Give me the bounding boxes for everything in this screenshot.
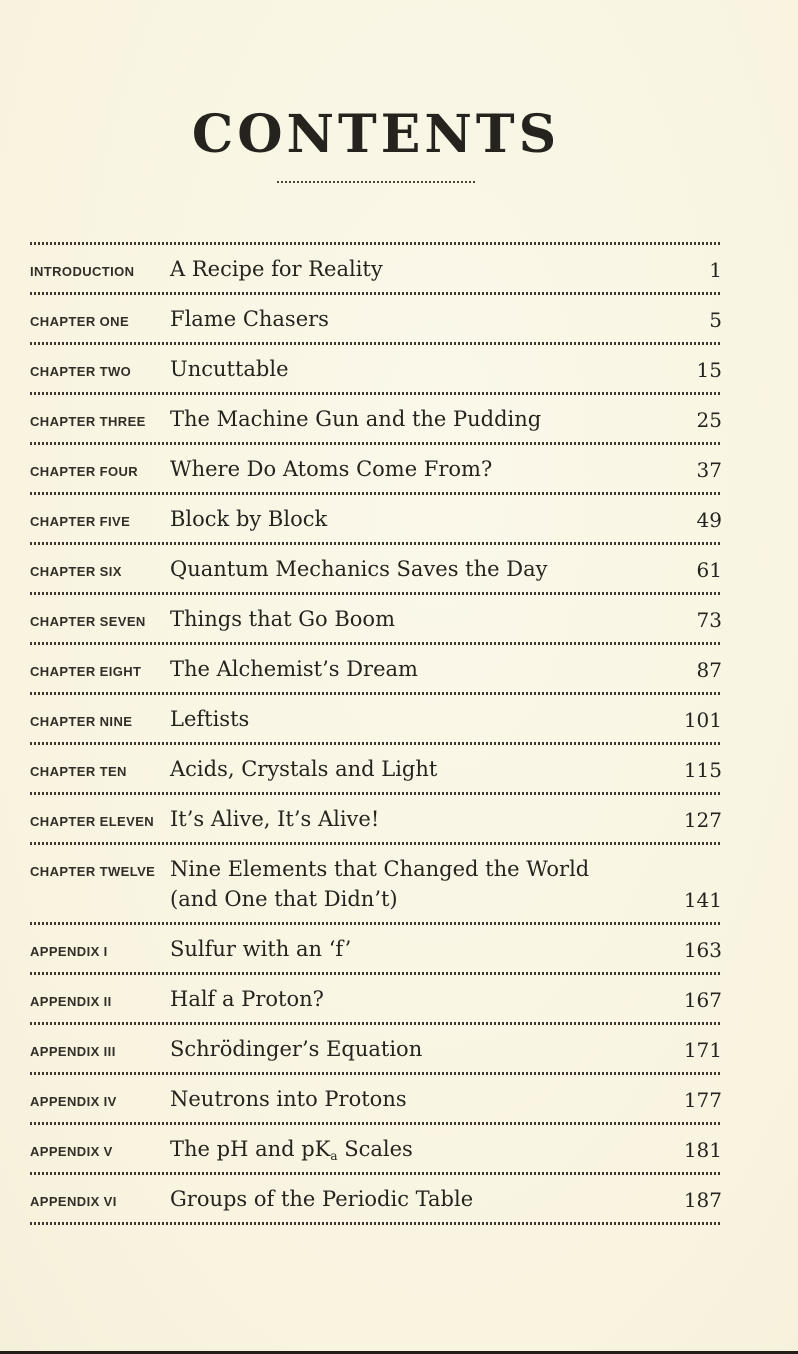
toc-entry-page-number: 73 [696, 607, 722, 632]
toc-entry-page-number: 167 [683, 987, 722, 1012]
toc-entry-title: Leftists [170, 706, 250, 731]
toc-entry-page-number: 141 [683, 887, 722, 912]
toc-row [30, 345, 722, 395]
toc-entry-label: CHAPTER SIX [30, 563, 122, 579]
toc-entry-title: Uncuttable [170, 356, 289, 381]
toc-entry-label: CHAPTER ELEVEN [30, 813, 155, 829]
toc-row [30, 245, 722, 295]
toc-entry-page-number: 87 [696, 657, 722, 682]
toc-entry-page-number: 171 [683, 1037, 722, 1062]
toc-entry-page-number: 37 [696, 457, 722, 482]
table-of-contents [30, 242, 722, 1225]
toc-entry-label: APPENDIX I [30, 943, 108, 959]
toc-entry-title: The Machine Gun and the Pudding [170, 406, 542, 431]
toc-row [30, 1025, 722, 1075]
toc-entry-page-number: 15 [696, 357, 722, 382]
toc-row [30, 495, 722, 545]
toc-entry-page-number: 163 [683, 937, 722, 962]
toc-entry-title: Groups of the Periodic Table [170, 1186, 474, 1211]
toc-entry-label: APPENDIX II [30, 993, 112, 1009]
toc-row [30, 925, 722, 975]
toc-row [30, 595, 722, 645]
toc-row [30, 745, 722, 795]
toc-row [30, 1125, 722, 1175]
toc-entry-page-number: 1 [709, 257, 722, 282]
toc-entry-label: CHAPTER NINE [30, 713, 133, 729]
toc-row [30, 645, 722, 695]
toc-entry-title: Block by Block [170, 506, 328, 531]
toc-row [30, 445, 722, 495]
toc-entry-label: CHAPTER TWO [30, 363, 132, 379]
toc-entry-page-number: 61 [696, 557, 722, 582]
toc-row [30, 1075, 722, 1125]
toc-entry-label: INTRODUCTION [30, 263, 135, 279]
toc-entry-title: Where Do Atoms Come From? [170, 456, 493, 481]
toc-entry-page-number: 5 [709, 307, 722, 332]
toc-entry-title: Nine Elements that Changed the World (and One that Didn’t) [170, 856, 590, 911]
toc-entry-title: Quantum Mechanics Saves the Day [170, 556, 548, 581]
page-title: CONTENTS [191, 104, 561, 165]
toc-entry-label: CHAPTER TEN [30, 763, 127, 779]
toc-entry-label: APPENDIX III [30, 1043, 116, 1059]
toc-entry-label: APPENDIX V [30, 1143, 113, 1159]
toc-row [30, 395, 722, 445]
toc-entry-title: The pH and $pK_a$ Scales [170, 1136, 413, 1163]
toc-row [30, 795, 722, 845]
toc-entry-label: CHAPTER FOUR [30, 463, 139, 479]
toc-entry-title: Acids, Crystals and Light [170, 756, 438, 781]
toc-entry-page-number: 49 [696, 507, 722, 532]
toc-entry-page-number: 101 [683, 707, 722, 732]
toc-entry-label: CHAPTER THREE [30, 413, 146, 429]
toc-entry-title: Half a Proton? [170, 986, 324, 1011]
toc-entry-page-number: 25 [696, 407, 722, 432]
toc-entry-title: Flame Chasers [170, 306, 329, 331]
toc-entry-label: APPENDIX VI [30, 1193, 117, 1209]
title-underline-rule [277, 181, 475, 183]
toc-entry-title: It’s Alive, It’s Alive! [170, 806, 380, 831]
toc-row [30, 545, 722, 595]
toc-row [30, 845, 722, 925]
toc-entry-label: CHAPTER EIGHT [30, 663, 142, 679]
toc-entry-label: CHAPTER TWELVE [30, 863, 156, 879]
toc-entry-label: CHAPTER FIVE [30, 513, 131, 529]
toc-entry-page-number: 115 [683, 757, 722, 782]
toc-entry-label: CHAPTER SEVEN [30, 613, 146, 629]
toc-row [30, 1175, 722, 1225]
toc-row [30, 975, 722, 1025]
toc-entry-title: Schrödinger’s Equation [170, 1036, 423, 1061]
toc-entry-title: Things that Go Boom [170, 606, 395, 631]
toc-entry-page-number: 177 [683, 1087, 722, 1112]
toc-entry-title: A Recipe for Reality [170, 256, 383, 281]
toc-row [30, 295, 722, 345]
toc-entry-label: CHAPTER ONE [30, 313, 130, 329]
toc-entry-title: The Alchemist’s Dream [170, 656, 418, 681]
toc-entry-page-number: 187 [683, 1187, 722, 1212]
toc-entry-title: Sulfur with an ‘f’ [170, 936, 352, 961]
toc-entry-label: APPENDIX IV [30, 1093, 117, 1109]
toc-entry-page-number: 127 [683, 807, 722, 832]
toc-entry-title: Neutrons into Protons [170, 1086, 407, 1111]
toc-row [30, 695, 722, 745]
toc-entry-page-number: 181 [683, 1137, 722, 1162]
